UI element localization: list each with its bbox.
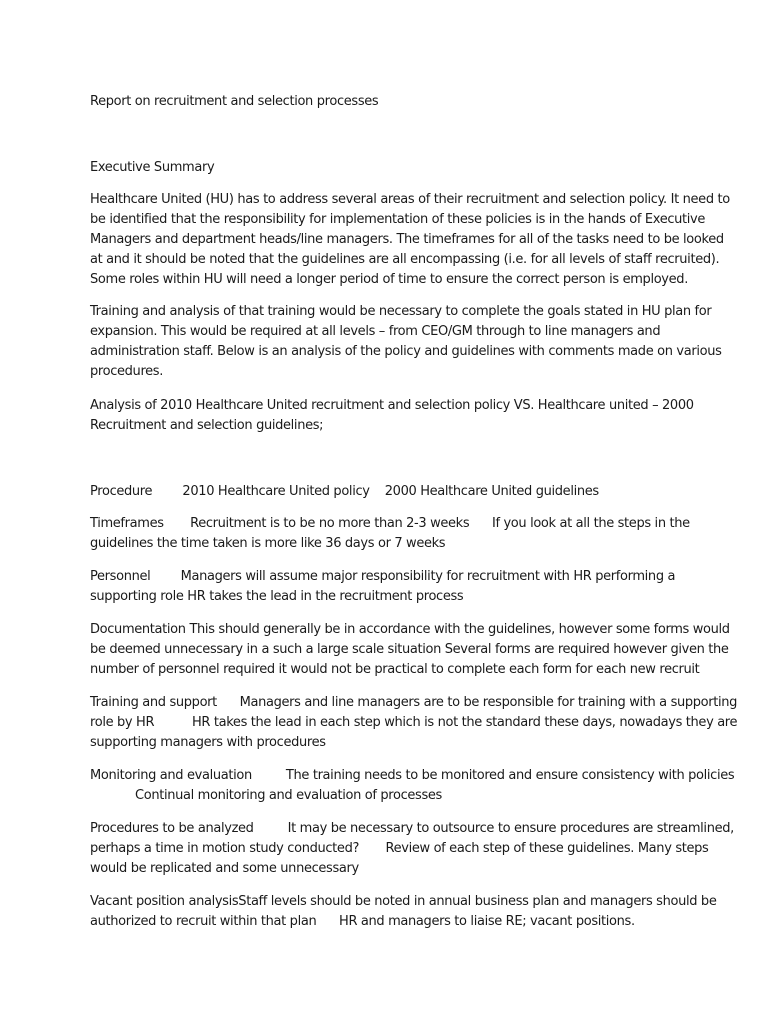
summary-line: expansion. This would be required at all levels – from CEO/GM through to line managers and (90, 324, 661, 339)
row-monitoring-evaluation-continued: Continual monitoring and evaluation of processes (135, 788, 442, 803)
row-vacant-position: Vacant position analysisStaff levels should be noted in annual business plan and managers should be (90, 894, 717, 909)
summary-line: procedures. (90, 364, 164, 379)
row-procedures-analyzed: Procedures to be analyzed It may be necessary to outsource to ensure procedures are streamlined, (90, 821, 734, 836)
summary-line: at and it should be noted that the guidelines are all encompassing (i.e. for all levels of staff recruited). (90, 252, 720, 267)
row-procedures-analyzed-continued: would be replicated and some unnecessary (90, 861, 359, 876)
analysis-intro-line: Analysis of 2010 Healthcare United recruitment and selection policy VS. Healthcare united – 2000 (90, 398, 694, 413)
summary-line: be identified that the responsibility for implementation of these policies is in the hands of Executive (90, 212, 706, 227)
document-title: Report on recruitment and selection processes (90, 94, 379, 109)
row-timeframes: Timeframes Recruitment is to be no more than 2-3 weeks If you look at all the steps in the (90, 516, 690, 531)
row-timeframes-continued: guidelines the time taken is more like 36 days or 7 weeks (90, 536, 446, 551)
summary-line: Training and analysis of that training would be necessary to complete the goals stated in HU plan for (90, 304, 712, 319)
analysis-intro-line: Recruitment and selection guidelines; (90, 418, 324, 433)
row-training-support: Training and support Managers and line managers are to be responsible for training with a supporting (90, 695, 738, 710)
row-monitoring-evaluation: Monitoring and evaluation The training needs to be monitored and ensure consistency with policies (90, 768, 735, 783)
summary-line: Some roles within HU will need a longer period of time to ensure the correct person is employed. (90, 272, 688, 287)
table-header: Procedure 2010 Healthcare United policy 2000 Healthcare United guidelines (90, 484, 599, 499)
row-training-support-continued: supporting managers with procedures (90, 735, 326, 750)
row-documentation-continued: number of personnel required it would not be practical to complete each form for each new recruit (90, 662, 700, 677)
row-vacant-position-continued: authorized to recruit within that plan HR and managers to liaise RE; vacant positions. (90, 914, 635, 929)
row-personnel-continued: supporting role HR takes the lead in the recruitment process (90, 589, 464, 604)
row-training-support-continued: role by HR HR takes the lead in each step which is not the standard these days, nowadays they are (90, 715, 738, 730)
summary-line: Managers and department heads/line managers. The timeframes for all of the tasks need to be looked (90, 232, 724, 247)
row-procedures-analyzed-continued: perhaps a time in motion study conducted? Review of each step of these guidelines. Many steps (90, 841, 709, 856)
summary-line: Healthcare United (HU) has to address several areas of their recruitment and selection policy. It need to (90, 192, 730, 207)
row-documentation: Documentation This should generally be in accordance with the guidelines, however some forms would (90, 622, 730, 637)
row-documentation-continued: be deemed unnecessary in a such a large scale situation Several forms are required however given the (90, 642, 729, 657)
row-personnel: Personnel Managers will assume major responsibility for recruitment with HR performing a (90, 569, 676, 584)
section-heading: Executive Summary (90, 160, 215, 175)
summary-line: administration staff. Below is an analysis of the policy and guidelines with comments made on various (90, 344, 722, 359)
